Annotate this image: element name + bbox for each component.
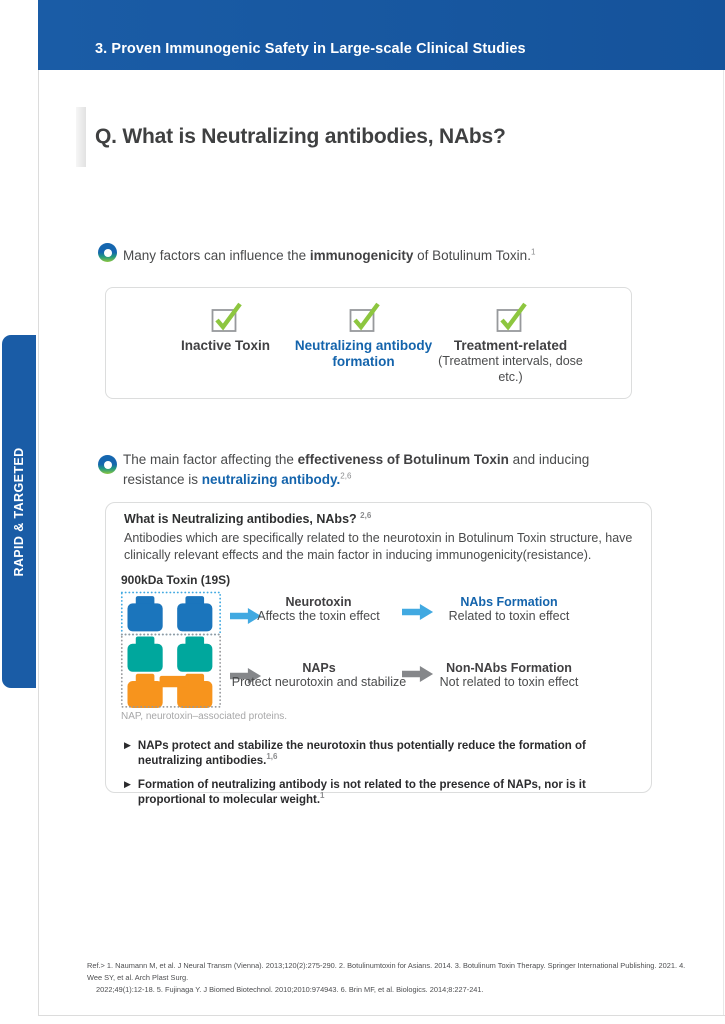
factor-label: Inactive Toxin [180,338,271,353]
influence-factors-panel [105,287,632,399]
bullet1-post: of Botulinum Toxin. [413,248,531,263]
key-point-row [124,778,639,808]
non-nabs-formation-title: Non-NAbs Formation [446,661,572,675]
bullet2-ref-sup: 2,6 [340,471,352,481]
toxin-diagram-label: 900kDa Toxin (19S) [121,573,231,587]
panel-body: Antibodies which are specifically related to the neurotoxin in Botulinum Toxin structure, have clinically relevant effects and the main factor in inducing immunogenicity(resistance). [124,531,633,562]
factor-sublabel: (Treatment intervals, dose etc.) [438,354,583,384]
bullet2-bold: effectiveness of Botulinum Toxin [297,452,509,467]
key-point-2-ref-sup: 1 [320,790,325,800]
key-point-text [138,778,639,808]
page-edge-left [38,70,39,1016]
neurotoxin-desc: Affects the toxin effect [257,609,380,623]
key-point-1-ref-sup: 1,6 [266,752,278,762]
side-tab-rapid-targeted[interactable] [2,335,36,688]
neurotoxin-text-block [236,595,401,623]
factor-label: Neutralizing antibody formation [294,338,433,370]
bullet-ring-icon [98,243,117,262]
reference-line-1: Ref.> 1. Naumann M, et al. J Neural Transm (Vienna). 2013;120(2):275-290. 2. Botulinumtoxin for Asians. 2014. 3. Botulinum Toxin Therapy. Springer International Publishing. 2021. 4. Wee SY, et al. Arch Plast Surg. [87,961,686,982]
title-accent-bar [76,107,86,167]
key-point-text [138,739,639,769]
panel-key-points [124,739,639,817]
bullet-ring-icon [98,455,117,474]
bullet2-pre: The main factor affecting the [123,452,298,467]
section-header-banner [38,0,725,70]
factor-item-treatment-related [428,301,593,385]
neurotoxin-vials [127,596,212,631]
checkbox-checked-icon [494,301,528,333]
page-edge-right [723,70,724,1016]
bullet2-mid: and inducing resistance is [123,452,590,487]
nabs-explanation-panel [105,502,652,806]
triangle-bullet-icon: ▶ [124,778,131,789]
reference-line-2: 2022;49(1):12-18. 5. Fujinaga Y. J Biomed Biotechnol. 2010;2010:974943. 6. Brin MF, et al. Biologics. 2014;8:227-241. [96,984,484,994]
nap-orange-vials [127,674,212,708]
bullet1-ref-sup: 1 [530,247,536,257]
nabs-formation-text-block [424,595,594,623]
panel-title-ref-sup: 2,6 [360,510,372,520]
bullet2-blue: neutralizing antibody. [201,471,341,487]
key-point-1: NAPs protect and stabilize the neurotoxin thus potentially reduce the formation of neutralizing antibodies. [137,740,586,767]
non-nabs-formation-text-block [424,661,594,689]
nabs-formation-title: NAbs Formation [460,595,558,609]
key-point-2: Formation of neutralizing antibody is not related to the presence of NAPs, nor is it proportional to molecular weight. [137,778,586,806]
panel-title-text: What is Neutralizing antibodies, NAbs? [124,512,357,526]
neurotoxin-title: Neurotoxin [285,595,352,609]
nap-teal-vials [127,637,212,672]
bullet2-text [123,450,650,489]
naps-title: NAPs [302,661,336,675]
toxin-structure-diagram [120,591,224,709]
section-header-title: 3. Proven Immunogenic Safety in Large-scale Clinical Studies [95,41,526,57]
panel-title [124,512,371,526]
page-edge-bottom [38,1015,725,1016]
key-point-row [124,739,639,769]
factor-item-inactive-toxin [148,301,303,354]
factor-label: Treatment-related [453,338,568,353]
nabs-formation-desc: Related to toxin effect [448,609,570,623]
bullet1-text [123,246,535,266]
bullet1-pre: Many factors can influence the [123,248,310,263]
side-tab-label: RAPID & TARGETED [12,446,26,577]
checkbox-checked-icon [347,301,381,333]
checkbox-checked-icon [209,301,243,333]
triangle-bullet-icon: ▶ [124,740,131,750]
bullet1-bold: immunogenicity [309,248,414,263]
page-title: Q. What is Neutralizing antibodies, NAbs? [95,125,506,148]
naps-text-block [230,661,408,689]
references [87,960,697,996]
factor-item-neutralizing-antibody [286,301,441,370]
nap-footnote: NAP, neurotoxin–associated proteins. [121,711,288,722]
naps-desc: Protect neurotoxin and stabilize [231,675,407,689]
non-nabs-formation-desc: Not related to toxin effect [439,675,579,689]
